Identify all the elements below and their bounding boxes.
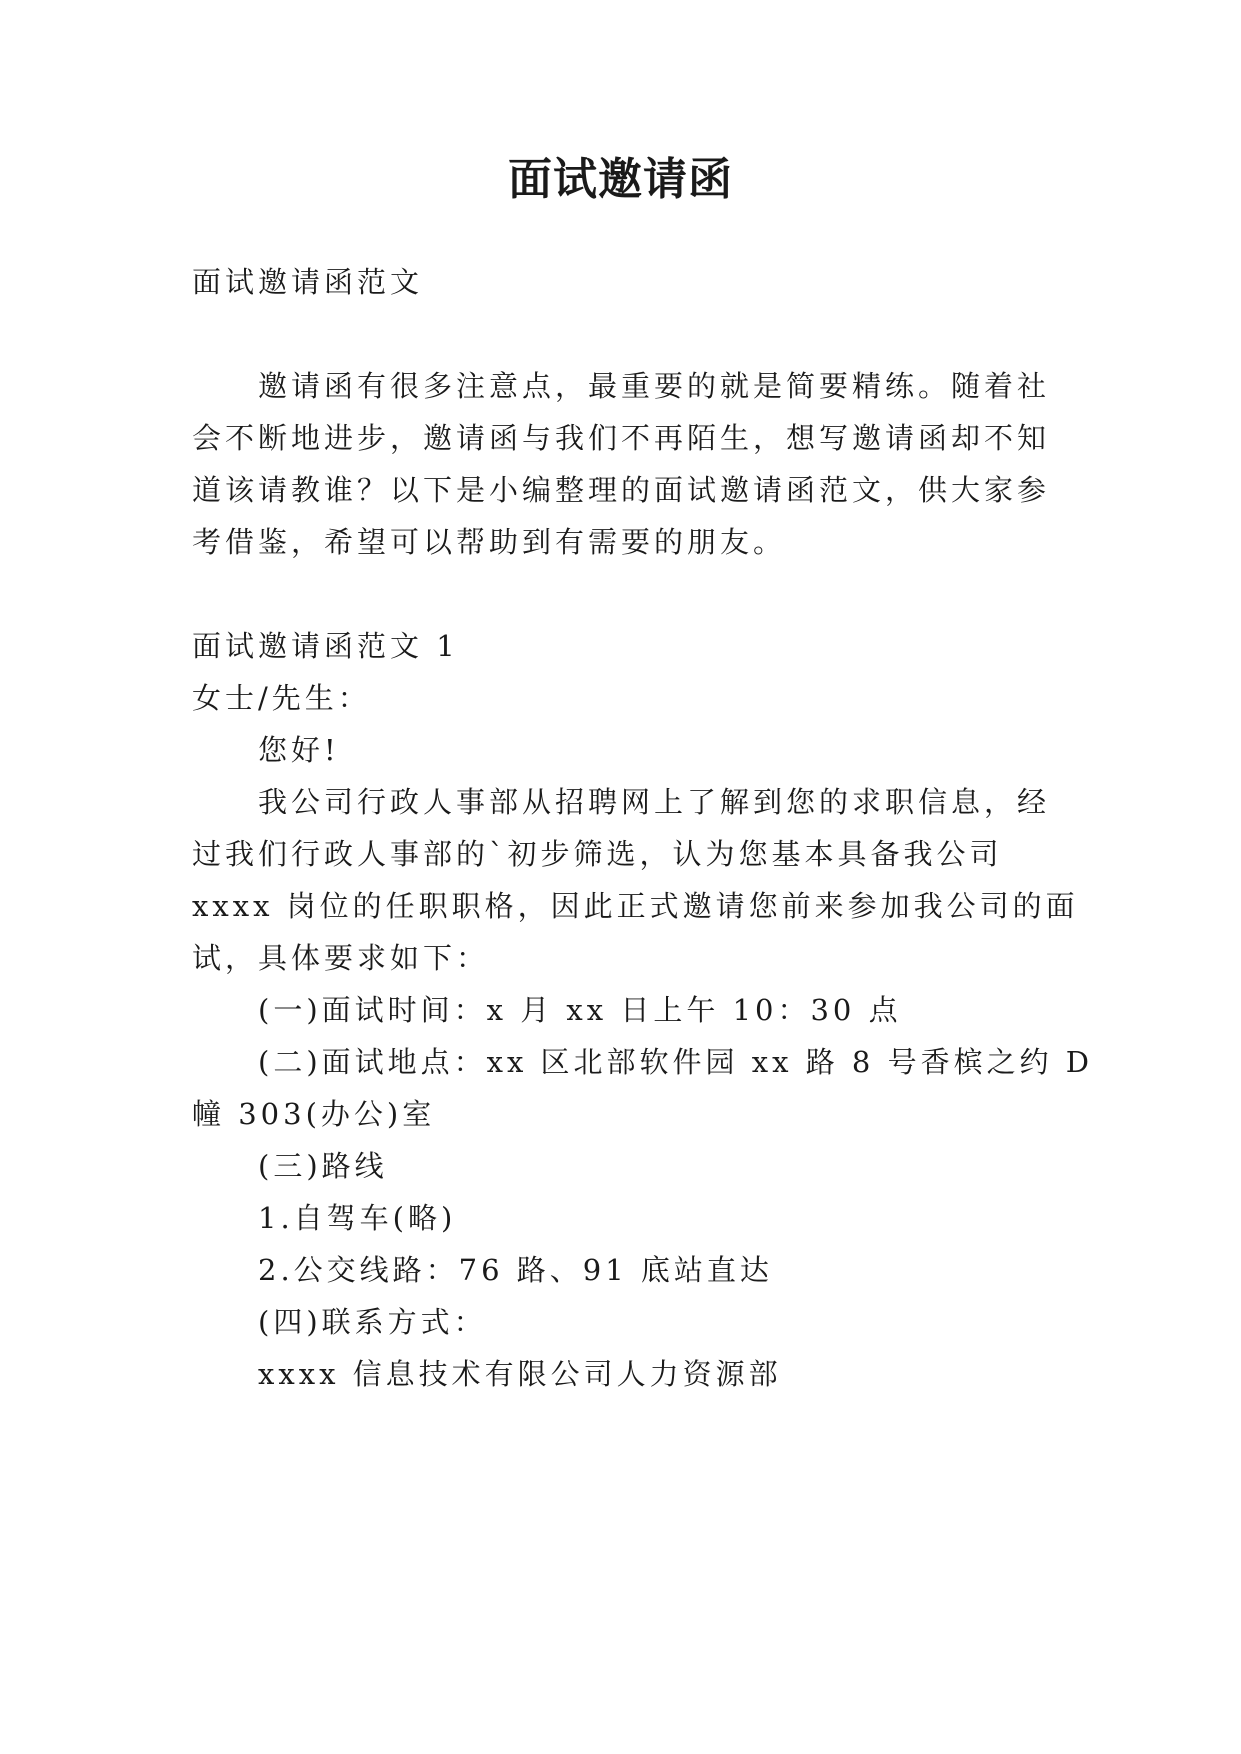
body-line-4: 试，具体要求如下： (192, 941, 490, 975)
document-title: 面试邀请函 (508, 154, 733, 205)
body-line-2: 过我们行政人事部的`初步筛选，认为您基本具备我公司 (192, 837, 1003, 871)
item-place-line-1: (二)面试地点：xx 区北部软件园 xx 路 8 号香槟之约 D (258, 1045, 1094, 1079)
item-place-line-2: 幢 303(办公)室 (192, 1097, 436, 1131)
item-time: (一)面试时间：x 月 xx 日上午 10：30 点 (258, 993, 902, 1027)
body-line-1: 我公司行政人事部从招聘网上了解到您的求职信息，经 (258, 785, 1051, 819)
intro-line-1: 邀请函有很多注意点，最重要的就是简要精练。随着社 (258, 369, 1051, 403)
subtitle: 面试邀请函范文 (192, 265, 424, 299)
item-contact: (四)联系方式： (258, 1305, 487, 1339)
item-route-2: 2.公交线路：76 路、91 底站直达 (258, 1253, 773, 1287)
intro-line-2: 会不断地进步，邀请函与我们不再陌生，想写邀请函却不知 (192, 421, 1051, 455)
body-line-3: xxxx 岗位的任职职格，因此正式邀请您前来参加我公司的面 (192, 889, 1079, 923)
intro-line-3: 道该请教谁？以下是小编整理的面试邀请函范文，供大家参 (192, 473, 1051, 507)
intro-line-4: 考借鉴，希望可以帮助到有需要的朋友。 (192, 525, 787, 559)
sample-heading: 面试邀请函范文 1 (192, 629, 459, 663)
salutation: 女士/先生： (192, 681, 371, 715)
item-company: xxxx 信息技术有限公司人力资源部 (258, 1357, 782, 1391)
item-route-1: 1.自驾车(略) (258, 1201, 457, 1235)
greeting: 您好! (258, 733, 340, 767)
item-route: (三)路线 (258, 1149, 388, 1183)
